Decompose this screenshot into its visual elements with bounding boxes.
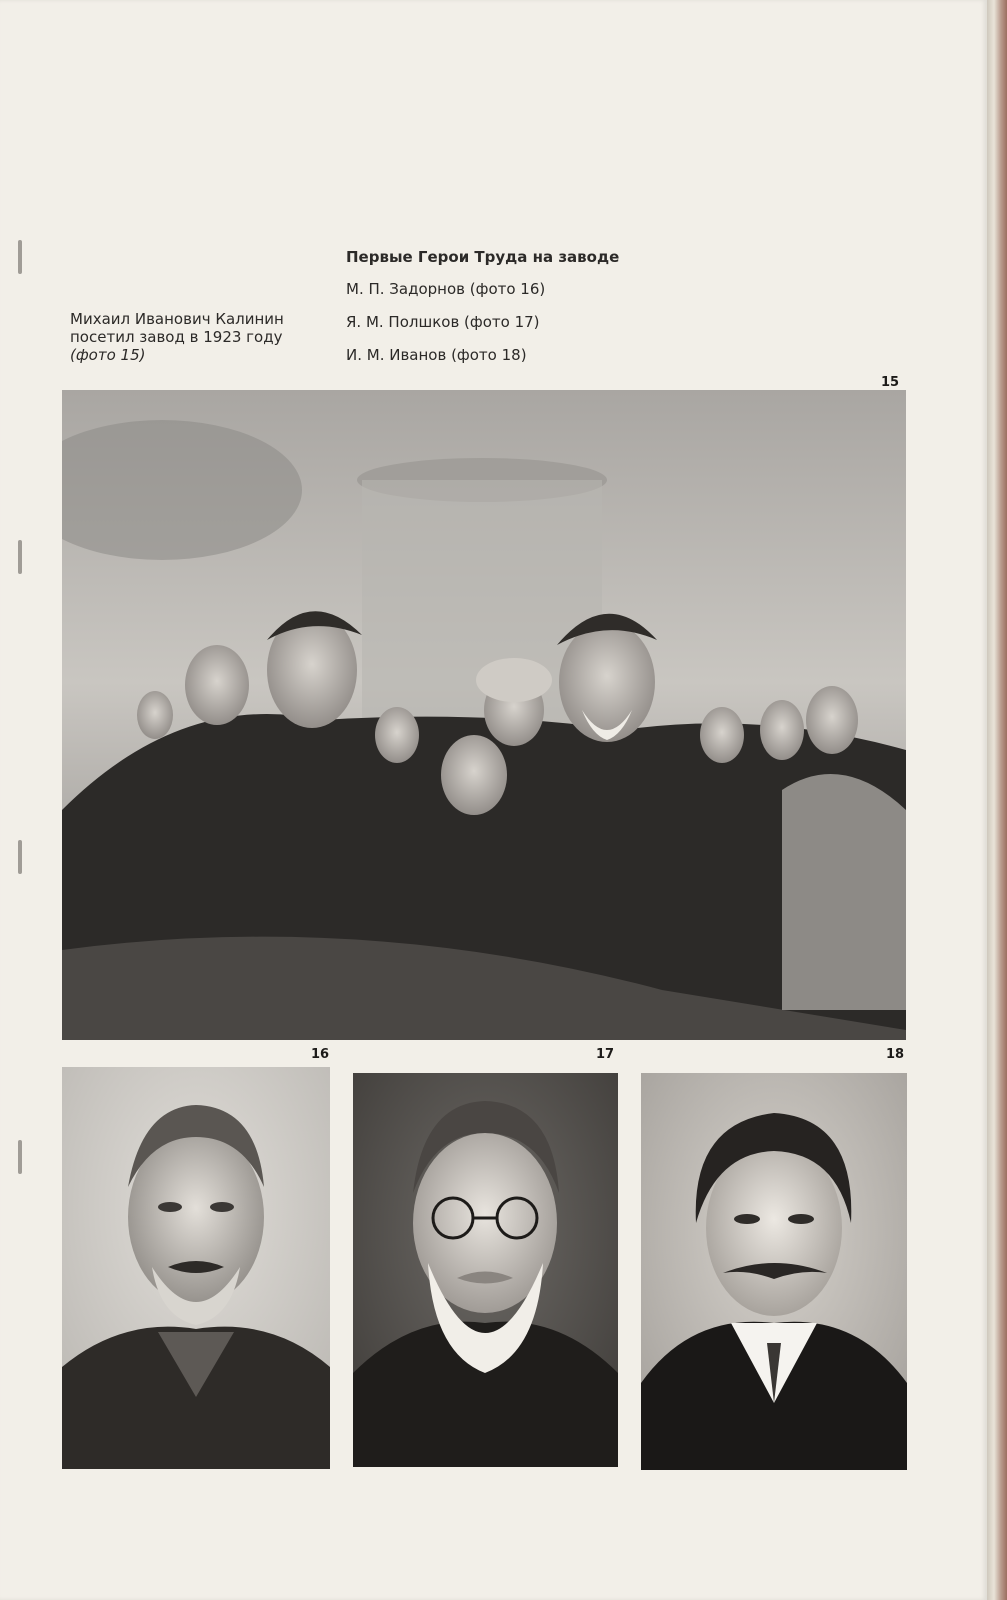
figure-number-17: 17 — [596, 1047, 615, 1062]
caption-hero-ivanov: И. М. Иванов (фото 18) — [346, 346, 527, 364]
portrait-ivanov-image — [641, 1073, 907, 1470]
caption-kalinin — [70, 310, 310, 364]
binding-marks — [18, 240, 26, 1220]
portrait-zadornov — [62, 1067, 330, 1469]
caption-heroes — [346, 248, 676, 379]
figure-number-18: 18 — [886, 1047, 905, 1062]
figure-number-15: 15 — [881, 375, 900, 390]
caption-kalinin-line3: (фото 15) — [70, 346, 146, 364]
group-photo-image — [62, 390, 906, 1040]
portrait-ivanov — [641, 1073, 907, 1470]
portrait-polshkov-image — [353, 1073, 618, 1467]
portrait-polshkov — [353, 1073, 618, 1467]
portrait-zadornov-image — [62, 1067, 330, 1469]
caption-kalinin-line2: посетил завод в 1923 году — [70, 328, 283, 346]
caption-heroes-heading: Первые Герои Труда на заводе — [346, 248, 620, 266]
caption-kalinin-line1: Михаил Иванович Калинин — [70, 310, 284, 328]
page-edge — [987, 0, 1007, 1600]
group-photo — [62, 390, 906, 1040]
figure-number-16: 16 — [311, 1047, 330, 1062]
caption-hero-zadornov: М. П. Задорнов (фото 16) — [346, 280, 546, 298]
caption-hero-polshkov: Я. М. Полшков (фото 17) — [346, 313, 540, 331]
